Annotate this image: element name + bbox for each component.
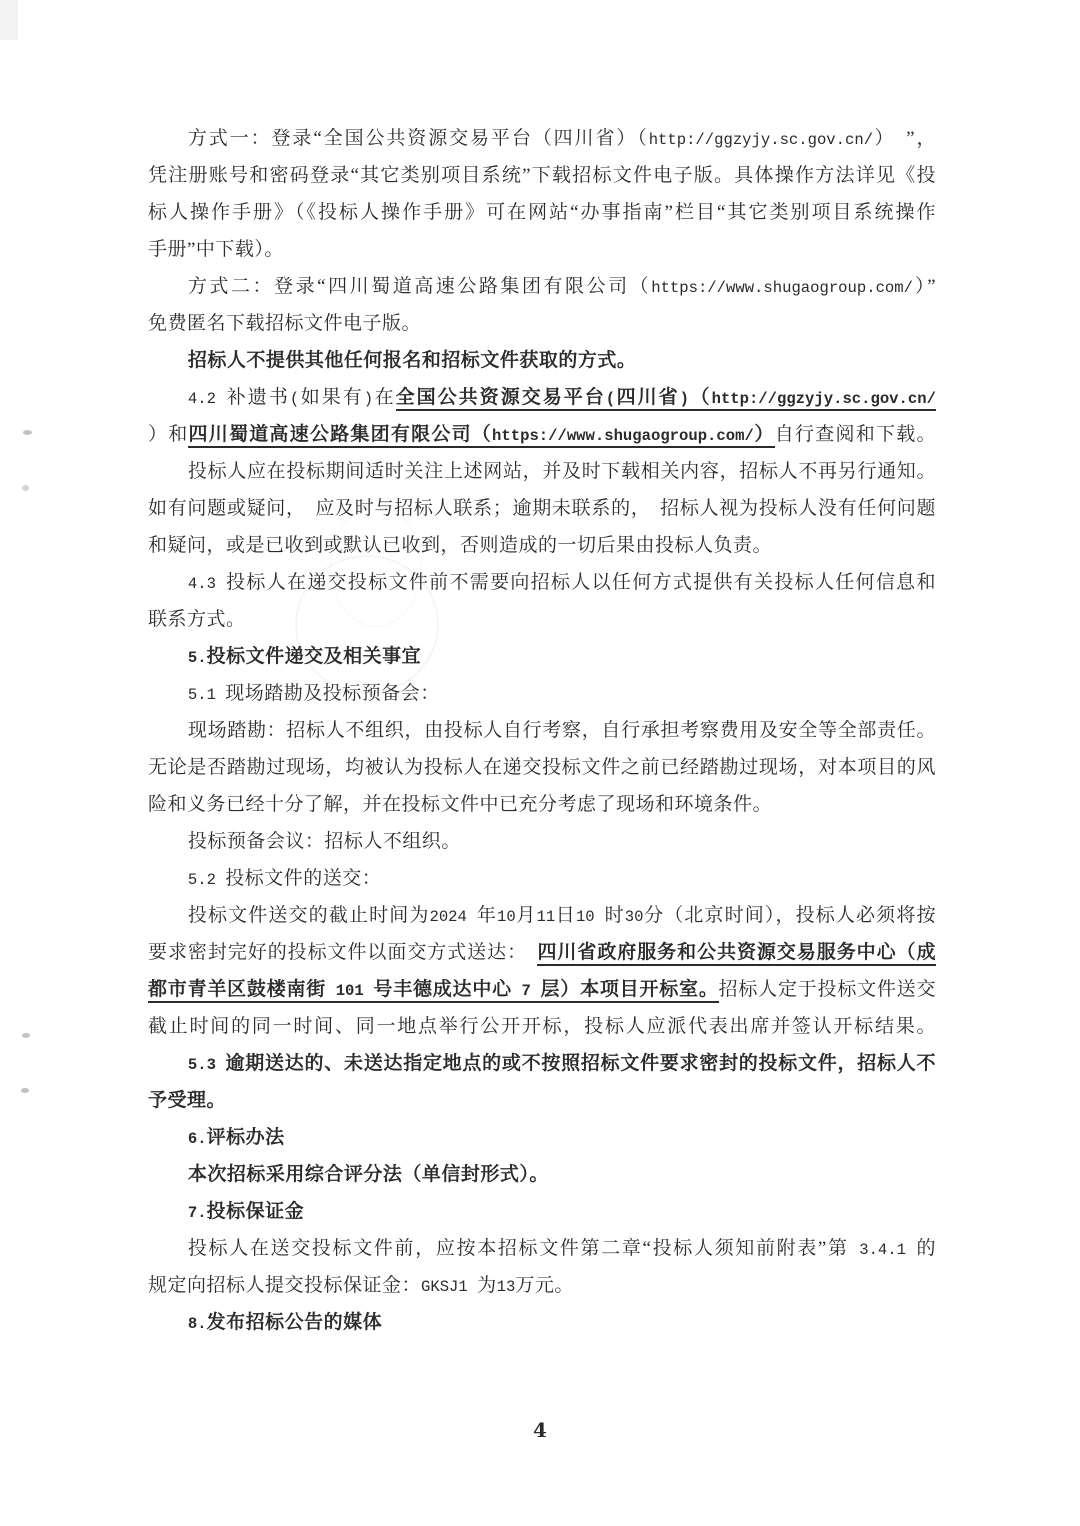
- body-text: 自行查阅和下载。: [774, 424, 936, 445]
- latin-text: 5.2: [187, 871, 226, 889]
- body-text: 联系方式。: [148, 609, 246, 630]
- doc-line: [148, 342, 936, 379]
- body-text: 手册”中下载）。: [148, 239, 284, 260]
- body-text: 5.2 投标文件的送交：: [187, 868, 382, 889]
- doc-line: [148, 120, 936, 157]
- scan-edge-shade: [0, 0, 18, 40]
- latin-text: (: [605, 390, 616, 408]
- doc-line: [148, 1045, 936, 1082]
- doc-line: [148, 1156, 936, 1193]
- body-text: 招标人定于投标文件送交: [718, 979, 936, 1000]
- body-text: 现场踏勘：招标人不组织，由投标人自行考察，自行承担考察费用及安全等全部责任。: [187, 720, 936, 741]
- latin-text: http://ggzyjy.sc.gov.cn/: [711, 390, 936, 408]
- body-text: 标人操作手册》（《投标人操作手册》可在网站“办事指南”栏目“其它类别项目系统操作: [148, 202, 936, 223]
- doc-line: [148, 1267, 936, 1304]
- body-text: 投标人应在投标期间适时关注上述网站，并及时下载相关内容，招标人不再另行通知。: [187, 461, 936, 482]
- latin-text: 13: [496, 1278, 516, 1296]
- doc-line: [148, 823, 936, 860]
- doc-line: [148, 786, 936, 823]
- body-text: ）和: [148, 424, 189, 445]
- doc-line: [148, 268, 936, 305]
- latin-text: 5.1: [187, 686, 226, 704]
- latin-text: http://ggzyjy.sc.gov.cn/: [648, 131, 874, 149]
- scan-artifact-dot: [23, 430, 32, 435]
- latin-text: ): [679, 390, 690, 408]
- bold-text: 6.评标办法: [187, 1127, 285, 1148]
- latin-text: 6.: [187, 1130, 207, 1148]
- doc-line: [148, 305, 936, 342]
- doc-line: [148, 934, 936, 971]
- latin-text: 4.3: [187, 575, 227, 593]
- scan-artifact-dot: [22, 1033, 30, 1038]
- latin-text: 7: [511, 982, 541, 1000]
- latin-text: [306, 501, 316, 519]
- body-text: 投标人在送交投标文件前，应按本招标文件第二章“投标人须知前附表”第 3.4.1 的: [187, 1238, 936, 1259]
- body-text: 险和义务已经十分了解，并在投标文件中已充分考虑了现场和环境条件。: [148, 794, 773, 815]
- underlined-text: 四川省政府服务和公共资源交易服务中心（成: [537, 942, 936, 966]
- latin-text: [895, 131, 906, 149]
- scan-artifact-dot: [21, 1088, 29, 1093]
- body-text: 凭注册账号和密码登录“其它类别项目系统”下载招标文件电子版。具体操作方法详见《投: [148, 165, 936, 186]
- bold-text: 5.投标文件递交及相关事宜: [187, 646, 422, 667]
- latin-text: 5.3: [187, 1056, 226, 1074]
- underlined-text: 全国公共资源交易平台(四川省)（http://ggzyjy.sc.gov.cn/: [396, 387, 936, 411]
- latin-text: 101: [326, 982, 374, 1000]
- body-text: 4.3 投标人在递交投标文件前不需要向招标人以任何方式提供有关投标人任何信息和: [187, 572, 936, 593]
- latin-text: 10: [575, 908, 605, 926]
- body-text: 要求密封完好的投标文件以面交方式送达：: [148, 942, 538, 963]
- body-text: 5.1 现场踏勘及投标预备会：: [187, 683, 440, 704]
- latin-text: 30: [624, 908, 644, 926]
- doc-line: [148, 1304, 936, 1341]
- latin-text: [651, 501, 661, 519]
- underlined-text: 四川蜀道高速公路集团有限公司（https://www.shugaogroup.com/）: [188, 424, 774, 448]
- body-text: 方式一：登录“全国公共资源交易平台（四川省）（http://ggzyjy.sc.gov.cn/） ”，: [187, 128, 936, 149]
- doc-line: [148, 675, 936, 712]
- doc-line: [148, 897, 936, 934]
- doc-line: [148, 564, 936, 601]
- body-text: 免费匿名下载招标文件电子版。: [148, 313, 422, 334]
- bold-text: 8.发布招标公告的媒体: [187, 1312, 383, 1333]
- body-text: 4.2 补遗书(如果有)在: [187, 387, 396, 408]
- latin-text: 8.: [187, 1315, 207, 1333]
- doc-line: [148, 1193, 936, 1230]
- doc-line: [148, 157, 936, 194]
- page-number: 4: [533, 1418, 547, 1442]
- doc-line: [148, 416, 936, 453]
- body-text: 投标预备会议：招标人不组织。: [187, 831, 461, 852]
- doc-line: [148, 490, 936, 527]
- doc-line: [148, 712, 936, 749]
- body-text: 无论是否踏勘过现场，均被认为投标人在递交投标文件之前已经踏勘过现场，对本项目的风: [148, 757, 936, 778]
- bold-text: 招标人不提供其他任何报名和招标文件获取的方式。: [187, 350, 637, 371]
- doc-line: [148, 194, 936, 231]
- latin-text: GKSJ1: [421, 1278, 478, 1296]
- body-text: 投标文件送交的截止时间为2024 年10月11日10 时30分（北京时间），投标人必须将按: [187, 905, 936, 926]
- latin-text: 11: [536, 908, 556, 926]
- latin-text: 2024: [429, 908, 477, 926]
- doc-line: [148, 1082, 936, 1119]
- body-text: 规定向招标人提交投标保证金：GKSJ1 为13万元。: [148, 1275, 574, 1296]
- body-text: 和疑问，或是已收到或默认已收到，否则造成的一切后果由投标人负责。: [148, 535, 773, 556]
- doc-line: [148, 971, 936, 1008]
- latin-text: 4.2: [187, 390, 227, 408]
- doc-line: [148, 1008, 936, 1045]
- latin-text: 10: [497, 908, 516, 926]
- latin-text: (: [289, 390, 300, 408]
- latin-text: 3.4.1: [848, 1241, 917, 1259]
- bold-text: 本次招标采用综合评分法（单信封形式）。: [187, 1164, 549, 1185]
- latin-text: ): [363, 390, 374, 408]
- scan-artifact-dot: [22, 485, 29, 491]
- bold-text: 予受理。: [148, 1090, 227, 1111]
- doc-line: [148, 860, 936, 897]
- body-text: 如有问题或疑问， 应及时与招标人联系；逾期未联系的， 招标人视为投标人没有任何问题: [148, 498, 936, 519]
- doc-line: [148, 601, 936, 638]
- doc-line: [148, 231, 936, 268]
- bold-text: 7.投标保证金: [187, 1201, 305, 1222]
- document-body: [148, 120, 936, 1341]
- doc-line: [148, 1230, 936, 1267]
- latin-text: https://www.shugaogroup.com/: [492, 427, 754, 445]
- latin-text: 7.: [187, 1204, 207, 1222]
- doc-line: [148, 1119, 936, 1156]
- bold-text: 5.3 逾期送达的、未送达指定地点的或不按照招标文件要求密封的投标文件，招标人不: [187, 1053, 936, 1074]
- latin-text: 5.: [187, 649, 207, 667]
- doc-line: [148, 527, 936, 564]
- body-text: 方式二：登录“四川蜀道高速公路集团有限公司（https://www.shugaogroup.com/）”: [187, 276, 936, 297]
- doc-line: [148, 453, 936, 490]
- underlined-text: 都市青羊区鼓楼南街 101 号丰德成达中心 7 层）本项目开标室。: [148, 979, 719, 1003]
- doc-line: [148, 638, 936, 675]
- latin-text: https://www.shugaogroup.com/: [651, 279, 913, 297]
- body-text: 截止时间的同一时间、同一地点举行公开开标，投标人应派代表出席并签认开标结果。: [148, 1016, 936, 1037]
- doc-line: [148, 749, 936, 786]
- doc-line: [148, 379, 936, 416]
